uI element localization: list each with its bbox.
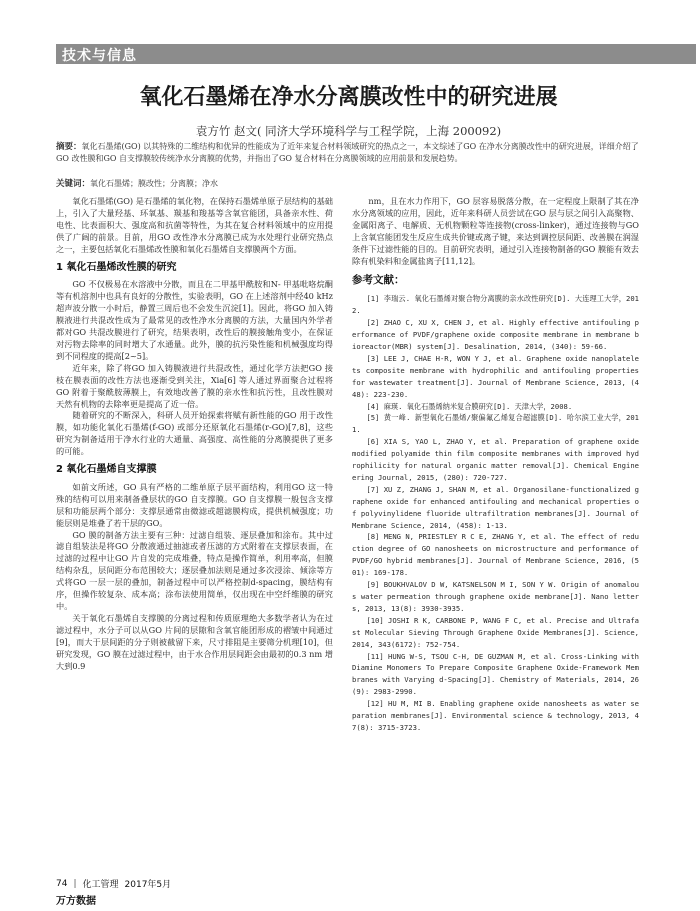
- keywords-label: 关键词：: [56, 179, 91, 189]
- keywords: [56, 178, 646, 190]
- section-label: 技术与信息: [62, 48, 137, 64]
- footer-separator: |: [73, 878, 77, 889]
- article-authors: 袁方竹 赵文( 同济大学环境科学与工程学院，上海 200092): [195, 124, 502, 138]
- reference-item: [8] MENG N, PRIESTLEY R C E, ZHANG Y, et al. The effect of reduction degree of GO nanosheets on microstructure and performance of PVDF/GO hybrid membranes[J]. Journal of Membrane Science, 2016, (501): 169-178.: [352, 532, 640, 578]
- issue-date: 2017年5月: [124, 880, 172, 890]
- reference-item: [7] XU Z, ZHANG J, SHAN M, et al. Organosilane-functionalized graphene oxide for enhanced antifouling and mechanical properties of polyvinylidene fluoride ultrafiltration membranes[J]. Journal of Membrane Science, 2014, (458): 1-13.: [352, 484, 640, 530]
- reference-item: [10] JOSHI R K, CARBONE P, WANG F C, et al. Precise and Ultrafast Molecular Sieving Through Graphene Oxide Membranes[J]. Science, 2014, 343(6172): 752-754.: [352, 615, 640, 649]
- paragraph: 如前文所述，GO 具有严格的二维单原子层平面结构，利用GO 这一特殊的结构可以用来制备叠层状的GO 自支撑膜。GO 自支撑膜一般包含支撑层和功能层两个部分：支撑层通常由微滤或超滤膜构成，提供机械强度；功能层则是堆叠了若干层的GO。: [56, 481, 333, 528]
- reference-item: [2] ZHAO C, XU X, CHEN J, et al. Highly effective antifouling performance of PVDF/graphene oxide composite membrane in membrane bioreactor(MBR) system[J]. Desalination, 2014, (340): 59-66.: [352, 318, 640, 351]
- reference-item: [11] HUNG W-S, TSOU C-H, DE GUZMAN M, et al. Cross-Linking with Diamine Monomers To Prepare Composite Graphene Oxide-Framework Membranes with Varying d-Spacing[J]. Chemistry of Materials, 2014, 26(9): 2983-2990.: [352, 651, 640, 697]
- reference-item: [6] XIA S, YAO L, ZHAO Y, et al. Preparation of graphene oxide modified polyamide thin film composite membranes with improved hydrophilicity for natural organic matter removal[J]. Chemical Engineering Journal, 2015, (280): 720-727.: [352, 437, 639, 482]
- reference-item: [3] LEE J, CHAE H-R, WON Y J, et al. Graphene oxide nanoplatelets composite membrane with hydrophilic and antifouling properties for wastewater treatment[J]. Journal of Membrane Science, 2013, (448): 223-230.: [352, 353, 640, 399]
- abstract: [56, 141, 646, 165]
- page-footer: [56, 877, 171, 907]
- paragraph: 随着研究的不断深入，科研人员开始探索将赋有新性能的GO 用于改性膜，如功能化氧化石墨烯(f-GO) 或部分还原氧化石墨烯(r-GO)[7,8]，这些研究为制备适用于净水行业的大通量、高强度、高性能的分离膜提供了更多的可能。: [56, 410, 333, 457]
- abstract-label: 摘要：: [56, 142, 82, 152]
- references-title: 参考文献：: [352, 274, 405, 287]
- paragraph: nm，且在水力作用下，GO 层容易脱落分散，在一定程度上限制了其在净水分离领域的应用，因此，近年来科研人员尝试在GO 层与层之间引入高聚物、金属阳离子、电解质、无机物颗粒等连接物(cross-linker)，通过连接物与GO 上含氧官能团发生反应生成共价键或离子键，来达到调控层间距、改善膜在润湿条件下过滤性能的目的。目前研究表明，通过引入连接物制备的GO 膜能有效去除有机染料和金属盐离子[11,12]。: [352, 196, 639, 266]
- abstract-text: 氧化石墨烯(GO) 以其特殊的二维结构和优异的性能成为了近年来复合材料领域研究的热点之一，本文综述了GO 在净水分离膜改性中的研究进展，详细介绍了GO 改性膜和GO 自支撑膜较传统净水分离膜的优势，并指出了GO 复合材料在分离膜领域的应用前景和发展趋势。: [56, 142, 639, 163]
- paragraph: GO 不仅极易在水溶液中分散，而且在二甲基甲酰胺和N- 甲基吡咯烷酮等有机溶剂中也具有良好的分散性，实验表明，GO 在上述溶剂中经40 kHz 超声波分散一小时后，静置三周后也不会发生沉淀[1]。因此，将GO 加入铸膜液进行共混改性成为了最常见的改性净水分离膜的方法，大量国内外学者都对GO 共混改膜进行了研究，结果表明，改性后的膜接触角变小，在保证对污物去除率的同时增大了水通量。此外，膜的抗污染性能和机械强度均得到不同程度的提高[2~5]。: [56, 279, 333, 361]
- body-column-right: [352, 196, 639, 734]
- section-heading-1: 1 氧化石墨烯改性膜的研究: [56, 261, 177, 273]
- page-number: 74: [56, 878, 68, 889]
- paragraph: GO 膜的制备方法主要有三种：过滤自组装、逐层叠加和涂布。其中过滤自组装法是将GO 分散液通过抽滤或者压滤的方式附着在支撑层表面，在过滤的过程中让GO 片自发的完成堆叠，特点是操作简单，利用率高，但膜结构杂乱，层间距分布范围较大；逐层叠加法则是通过多次浸涂、倾涂等方式将GO 一层一层的叠加，制备过程中可以严格控制d-spacing，膜结构有序，但操作较复杂、成本高；涂布法使用简单，仅出现在中空纤维膜的研究中。: [56, 529, 333, 611]
- article-title: 氧化石墨烯在净水分离膜改性中的研究进展: [139, 85, 558, 110]
- publisher-brand: 万方数据: [56, 896, 96, 907]
- reference-item: [5] 黄一峰. 新型氧化石墨烯/聚偏氟乙烯复合超滤膜[D]. 哈尔滨工业大学，2011.: [352, 413, 639, 435]
- journal-name: 化工管理: [82, 880, 119, 890]
- reference-item: [1] 李瑞云. 氧化石墨烯对聚合物分离膜的亲水改性研究[D]. 大连理工大学，2012.: [352, 294, 639, 316]
- paragraph: 近年来，除了将GO 加入铸膜液进行共混改性，通过化学方法把GO 接枝在膜表面的改性方法也逐渐受到关注，Xia[6] 等人通过界面聚合过程将GO 附着于聚酰胺薄膜上，有效地改善了膜的亲水性和抗污性，且改性膜对天然有机物的去除率更是提高了近一倍。: [56, 362, 333, 409]
- body-column-left: [56, 196, 333, 672]
- section-header-bar: [56, 44, 696, 64]
- reference-item: [4] 麻瑛. 氧化石墨烯纳米复合膜研究[D]. 天津大学，2008.: [366, 401, 573, 411]
- section-heading-2: 2 氧化石墨烯自支撑膜: [56, 464, 157, 476]
- paragraph: 氧化石墨烯(GO) 是石墨烯的氧化物，在保持石墨烯单原子层结构的基础上，引入了大量羟基、环氧基、羰基和羧基等含氧官能团，具备亲水性、荷电性、比表面积大、强度高和抗菌等特性，为其在复合材料领域中的应用提供了广阔的前景。目前，用GO 改性净水分离膜已成为水处理行业研究热点之一，主要包括氧化石墨烯改性膜和氧化石墨烯自支撑膜两个方面。: [56, 196, 333, 254]
- reference-item: [12] HU M, MI B. Enabling graphene oxide nanosheets as water separation membranes[J]. Environmental science & technology, 2013, 47(8): 3715-3723.: [352, 699, 640, 732]
- reference-item: [9] BOUKHVALOV D W, KATSNELSON M I, SON Y W. Origin of anomalous water permeation through graphene oxide membrane[J]. Nano letters, 2013, 13(8): 3930-3935.: [352, 580, 640, 613]
- keywords-text: 氧化石墨烯；膜改性；分离膜；净水: [90, 179, 219, 188]
- paragraph: 关于氧化石墨烯自支撑膜的分离过程和传质原理绝大多数学者认为在过滤过程中，水分子可以从GO 片间的层隙和含氧官能团形成的褶皱中间通过[9]，而大于层间距的分子则被截留下来，尺寸排阻是主要筛分机理[10]，但研究发现，GO 膜在过滤过程中，由于水合作用层间距会由最初的0.3 nm 增大到0.9: [56, 612, 333, 671]
